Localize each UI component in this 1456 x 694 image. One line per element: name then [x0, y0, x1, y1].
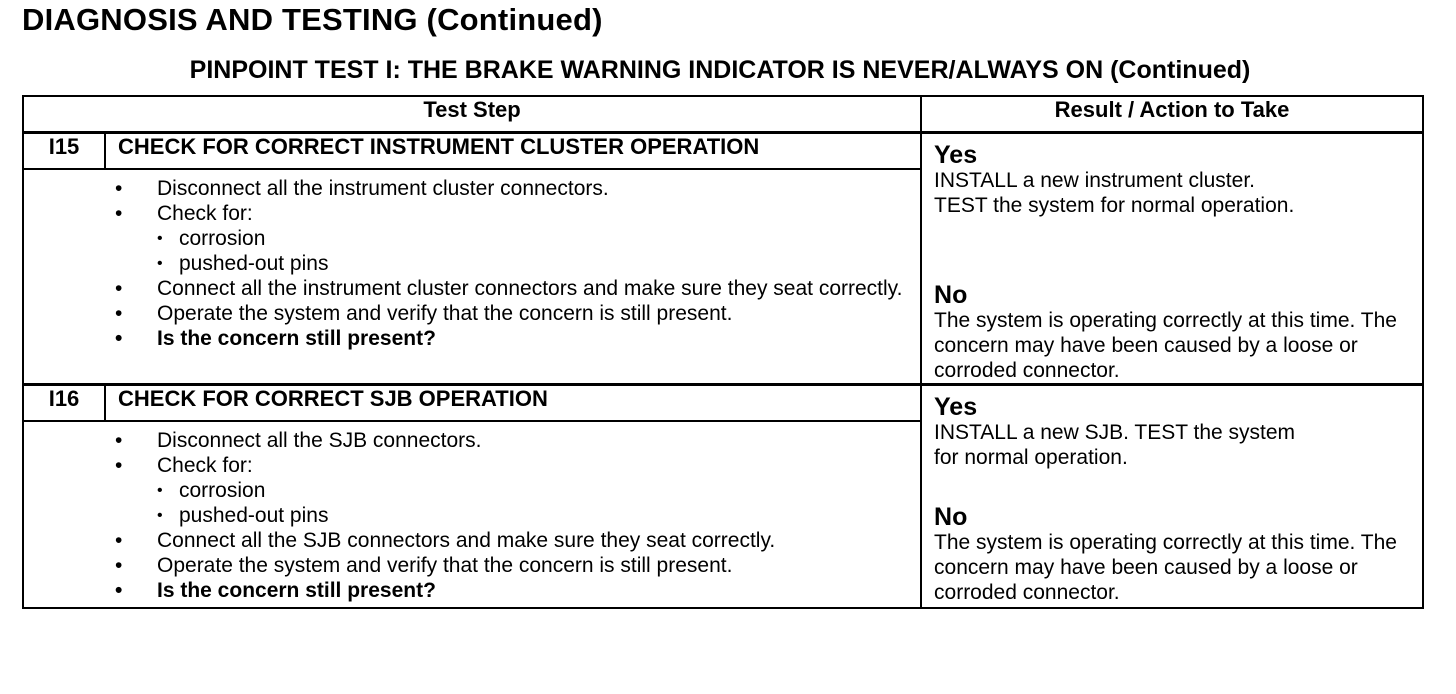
pinpoint-test-title: PINPOINT TEST I: THE BRAKE WARNING INDICATOR IS NEVER/ALWAYS ON (Continued) [189, 56, 1251, 84]
action-item: • Connect all the SJB connectors and make sure they seat correctly. [105, 528, 920, 553]
action-item-text: Check for: [157, 202, 253, 225]
step-number: I15 [23, 133, 105, 170]
action-item [105, 453, 920, 528]
result-no-text: The system is operating correctly at this time. The concern may have been caused by a loose or corroded connector. [934, 309, 1397, 382]
step-actions-cell [105, 169, 921, 385]
action-question: • Is the concern still present? [105, 326, 920, 351]
result-yes-text: INSTALL a new SJB. TEST the system for normal operation. [934, 421, 1296, 469]
table-header-row [23, 96, 1423, 133]
page-title: DIAGNOSIS AND TESTING (Continued) [22, 2, 603, 37]
step-number: I16 [23, 385, 105, 422]
check-item: • corrosion [157, 478, 920, 503]
check-list [157, 478, 920, 528]
action-item [105, 201, 920, 276]
column-header-test-step: Test Step [23, 96, 921, 133]
action-item-text: Check for: [157, 454, 253, 477]
step-result-cell [921, 133, 1423, 385]
action-list [105, 428, 920, 603]
step-title: CHECK FOR CORRECT INSTRUMENT CLUSTER OPERATION [105, 133, 921, 170]
action-question: • Is the concern still present? [105, 578, 920, 603]
check-item: • pushed-out pins [157, 503, 920, 528]
result-yes-text: INSTALL a new instrument cluster. TEST the system for normal operation. [934, 169, 1295, 217]
step-actions-cell [105, 421, 921, 608]
action-item: • Disconnect all the instrument cluster connectors. [105, 176, 920, 201]
action-item: • Disconnect all the SJB connectors. [105, 428, 920, 453]
action-item: • Connect all the instrument cluster connectors and make sure they seat correctly. [105, 276, 920, 301]
result-no-text: The system is operating correctly at this time. The concern may have been caused by a loose or corroded connector. [934, 531, 1397, 604]
action-item: • Operate the system and verify that the concern is still present. [105, 553, 920, 578]
result-yes-label: Yes [934, 393, 978, 421]
column-header-result: Result / Action to Take [921, 96, 1423, 133]
check-item: • corrosion [157, 226, 920, 251]
step-result-cell [921, 385, 1423, 609]
check-list [157, 226, 920, 276]
result-no-label: No [934, 503, 968, 531]
step-title: CHECK FOR CORRECT SJB OPERATION [105, 385, 921, 422]
step-header-row [23, 385, 1423, 422]
check-item: • pushed-out pins [157, 251, 920, 276]
action-list [105, 176, 920, 351]
action-item: • Operate the system and verify that the concern is still present. [105, 301, 920, 326]
result-no-label: No [934, 281, 968, 309]
step-header-row [23, 133, 1423, 170]
pinpoint-test-table [22, 95, 1424, 609]
result-yes-label: Yes [934, 141, 978, 169]
